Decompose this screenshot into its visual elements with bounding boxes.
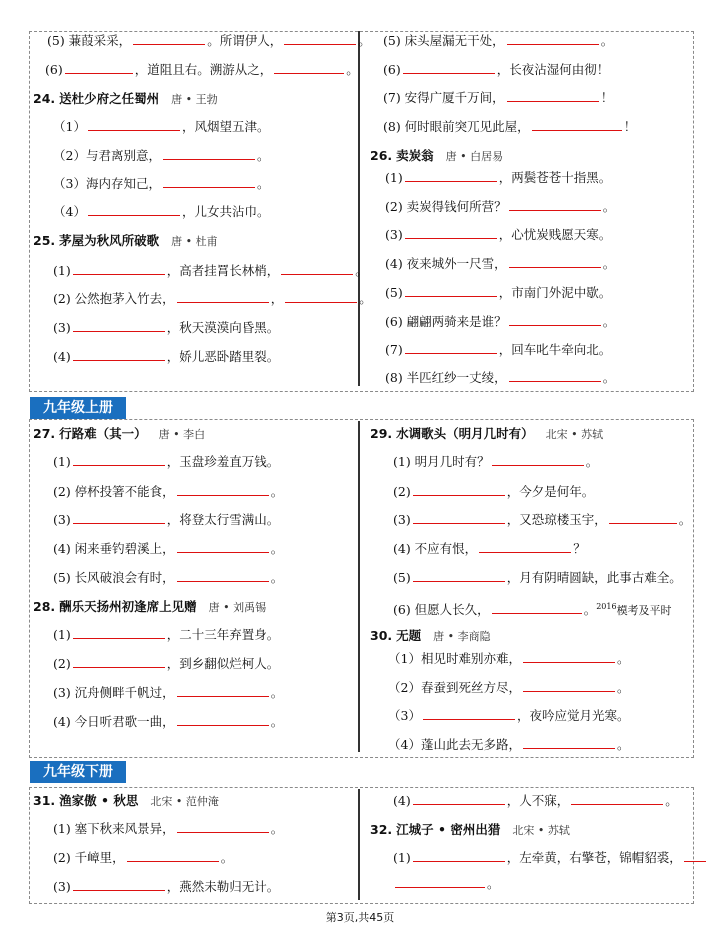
answer-blank[interactable] — [509, 380, 601, 382]
poem-line: (8) 何时眼前突兀见此屋， ！ — [383, 119, 637, 134]
answer-blank[interactable] — [413, 494, 505, 496]
answer-blank[interactable] — [88, 214, 180, 216]
poem-line: (3) ，心忧炭贱愿天寒。 — [385, 227, 612, 242]
page-footer: 第3页,共45页 — [325, 911, 395, 924]
answer-blank[interactable] — [405, 295, 497, 297]
poem-line: (2) 卖炭得钱何所营？ 。 — [385, 199, 616, 214]
answer-blank[interactable] — [177, 724, 269, 726]
poem-line: (6) ，长夜沾湿何由彻！ — [383, 62, 610, 77]
answer-blank[interactable] — [285, 301, 357, 303]
poem-line: (4) ，人不寐， 。 — [393, 793, 678, 808]
poem-line: （4）蓬山此去无多路， 。 — [388, 737, 630, 752]
answer-blank[interactable] — [413, 522, 505, 524]
poem-line: （1）相见时难别亦难， 。 — [388, 651, 630, 666]
poem-line: (5) 蒹葭采采， 。所谓伊人， 。 — [47, 33, 371, 48]
answer-blank[interactable] — [609, 522, 677, 524]
answer-blank[interactable] — [73, 637, 165, 639]
answer-blank[interactable] — [281, 273, 353, 275]
poem-line: (5) 长风破浪会有时， 。 — [53, 570, 284, 585]
poem-line: （3） ，夜吟应觉月光寒。 — [388, 708, 630, 723]
answer-blank[interactable] — [127, 860, 219, 862]
poem-heading: 32. 江城子 • 密州出猎 北宋 • 苏轼 — [370, 822, 570, 837]
answer-blank[interactable] — [73, 464, 165, 466]
poem-line: (7) 安得广厦千万间， ！ — [383, 90, 614, 105]
answer-blank[interactable] — [177, 494, 269, 496]
answer-blank[interactable] — [73, 522, 165, 524]
poem-line: (3) ，燕然未勒归无计。 — [53, 879, 280, 894]
poem-line: (7) ，回车叱牛牵向北。 — [385, 342, 612, 357]
answer-blank[interactable] — [423, 718, 515, 720]
answer-blank[interactable] — [507, 100, 599, 102]
poem-line: (4) ，娇儿恶卧踏里裂。 — [53, 349, 280, 364]
answer-blank[interactable] — [177, 301, 269, 303]
poem-line: (4) 夜来城外一尺雪， 。 — [385, 256, 616, 271]
poem-line: (6) 翩翩两骑来是谁？ 。 — [385, 314, 616, 329]
answer-blank[interactable] — [284, 43, 356, 45]
poem-line: （4） ，儿女共沾巾。 — [53, 204, 270, 219]
answer-blank[interactable] — [133, 43, 205, 45]
answer-blank[interactable] — [88, 129, 180, 131]
poem-heading: 29. 水调歌头（明月几时有） 北宋 • 苏轼 — [370, 426, 604, 441]
answer-blank[interactable] — [73, 889, 165, 891]
poem-line: （3）海内存知己， 。 — [53, 176, 270, 191]
poem-line: (8) 半匹红纱一丈绫， 。 — [385, 370, 616, 385]
poem-line: （1） ，风烟望五津。 — [53, 119, 270, 134]
answer-blank[interactable] — [413, 803, 505, 805]
poem-heading: 28. 酬乐天扬州初逢席上见赠 唐 • 刘禹锡 — [33, 599, 267, 614]
answer-blank[interactable] — [492, 612, 582, 614]
poem-line: (5) ，市南门外泥中歇。 — [385, 285, 612, 300]
answer-blank[interactable] — [523, 747, 615, 749]
answer-blank[interactable] — [274, 72, 344, 74]
poem-line: (6) ，道阻且右。溯游从之， 。 — [45, 62, 359, 77]
poem-line: (1) ，两鬓苍苍十指黑。 — [385, 170, 612, 185]
answer-blank[interactable] — [163, 186, 255, 188]
answer-blank[interactable] — [73, 359, 165, 361]
poem-heading: 30. 无题 唐 • 李商隐 — [370, 628, 491, 643]
answer-blank[interactable] — [532, 129, 622, 131]
poem-heading: 31. 渔家傲 • 秋思 北宋 • 范仲淹 — [33, 793, 219, 808]
answer-blank[interactable] — [571, 803, 663, 805]
answer-blank[interactable] — [492, 464, 584, 466]
answer-blank[interactable] — [523, 690, 615, 692]
poem-line: (3) ，将登太行雪满山。 — [53, 512, 280, 527]
poem-line: (2) 千嶂里， 。 — [53, 850, 234, 865]
answer-blank[interactable] — [523, 661, 615, 663]
poem-line: (4) 不应有恨， ？ — [393, 541, 586, 556]
poem-line: (5) 床头屋漏无干处， 。 — [383, 33, 614, 48]
grade-header-g9-upper: 九年级上册 — [30, 397, 126, 419]
answer-blank[interactable] — [509, 209, 601, 211]
answer-blank[interactable] — [177, 831, 269, 833]
poem-heading: 26. 卖炭翁 唐 • 白居易 — [370, 148, 504, 163]
answer-blank[interactable] — [177, 551, 269, 553]
answer-blank[interactable] — [413, 580, 505, 582]
answer-blank[interactable] — [509, 266, 601, 268]
poem-line: (3) ，又恐琼楼玉宇， 。 — [393, 512, 692, 527]
poem-line: (2) 停杯投箸不能食， 。 — [53, 484, 284, 499]
column-divider-1 — [358, 31, 360, 386]
answer-blank[interactable] — [177, 580, 269, 582]
poem-heading: 27. 行路难（其一） 唐 • 李白 — [33, 426, 206, 441]
poem-line: (4) 闲来垂钓碧溪上， 。 — [53, 541, 284, 556]
poem-line: (1) 明月几时有？ 。 — [393, 454, 599, 469]
answer-blank[interactable] — [405, 237, 497, 239]
poem-line: (2) 公然抱茅入竹去， ， 。 — [53, 291, 372, 306]
poem-line: (1) 塞下秋来风景异， 。 — [53, 821, 284, 836]
poem-line: (5) ，月有阴晴圆缺，此事古难全。 — [393, 570, 682, 585]
answer-blank[interactable] — [163, 158, 255, 160]
poem-heading: 24. 送杜少府之任蜀州 唐 • 王勃 — [33, 91, 218, 106]
answer-blank[interactable] — [395, 886, 485, 888]
exam-note-text: 模考及平时 — [616, 604, 672, 618]
poem-line: (2) ，今夕是何年。 — [393, 484, 595, 499]
poem-line: (1) ，二十三年弃置身。 — [53, 627, 280, 642]
poem-heading: 25. 茅屋为秋风所破歌 唐 • 杜甫 — [33, 233, 218, 248]
poem-line: (1) ，玉盘珍羞直万钱。 — [53, 454, 280, 469]
poem-line: 。 — [393, 876, 500, 892]
answer-blank[interactable] — [405, 180, 497, 182]
exam-note: 2016 — [596, 602, 617, 611]
poem-line: （2）与君离别意， 。 — [53, 148, 270, 163]
poem-line: (2) ，到乡翻似烂柯人。 — [53, 656, 280, 671]
poem-line: (1) ，左牵黄，右擎苍，锦帽貂裘， — [393, 850, 708, 866]
answer-blank[interactable] — [177, 695, 269, 697]
answer-blank[interactable] — [413, 860, 505, 862]
answer-blank[interactable] — [684, 860, 706, 862]
answer-blank[interactable] — [507, 43, 599, 45]
answer-blank[interactable] — [479, 551, 571, 553]
poem-line: (3) ，秋天漠漠向昏黑。 — [53, 320, 280, 335]
answer-blank[interactable] — [73, 273, 165, 275]
poem-line: (1) ，高者挂罥长林梢， 。 — [53, 263, 368, 278]
poem-line: (3) 沉舟侧畔千帆过， 。 — [53, 685, 284, 700]
answer-blank[interactable] — [73, 666, 165, 668]
poem-line: （2）春蚕到死丝方尽， 。 — [388, 680, 630, 695]
answer-blank[interactable] — [73, 330, 165, 332]
column-divider-2 — [358, 421, 360, 752]
poem-line: (6) 但愿人长久， 。$^{2016}$模考及平时 — [393, 602, 672, 618]
column-divider-3 — [358, 789, 360, 900]
answer-blank[interactable] — [65, 72, 133, 74]
answer-blank[interactable] — [509, 324, 601, 326]
grade-header-g9-lower: 九年级下册 — [30, 761, 126, 783]
answer-blank[interactable] — [405, 352, 497, 354]
answer-blank[interactable] — [403, 72, 495, 74]
poem-line: (4) 今日听君歌一曲， 。 — [53, 714, 284, 729]
